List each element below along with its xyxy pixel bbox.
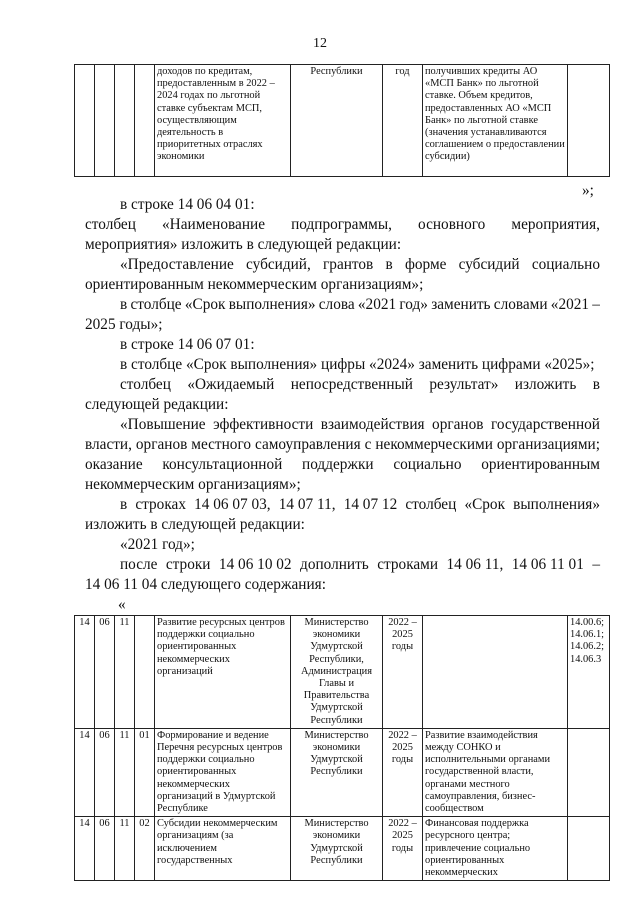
table-row	[75, 65, 610, 177]
paragraph-line: мероприятия» изложить в следующей редакции:	[85, 236, 402, 253]
measure-name-cell: Развитие ресурсных центров поддержки социально ориентированных некоммерческих организаций	[155, 616, 291, 729]
paragraph-line: «2021 год»;	[120, 536, 195, 553]
code-cell: 14	[75, 616, 95, 729]
code-cell: 06	[95, 817, 115, 881]
table-row	[75, 616, 610, 729]
paragraph-line: изложить в следующей редакции:	[85, 516, 305, 533]
paragraph-line-justified: оказание консультационной поддержки социально ориентированным	[85, 456, 600, 473]
executor-cell: Министерство экономики Удмуртской Республики	[291, 728, 383, 816]
code-cell: 11	[115, 817, 135, 881]
paragraph-line-justified: столбец «Наименование подпрограммы, основного мероприятия,	[85, 216, 600, 233]
paragraph-line-justified: «Предоставление субсидий, грантов в форме субсидий социально	[120, 256, 600, 273]
code-cell	[95, 65, 115, 177]
opening-quote: «	[118, 596, 126, 613]
page-number: 12	[313, 36, 327, 51]
code-cell: 11	[115, 728, 135, 816]
term-cell: 2022 – 2025 годы	[383, 728, 423, 816]
indicator-cell	[568, 728, 610, 816]
code-cell: 11	[115, 616, 135, 729]
paragraph-line: в столбце «Срок выполнения» цифры «2024» заменить цифрами «2025»;	[120, 356, 595, 373]
result-cell: Финансовая поддержка ресурсного центра; привлечение социально ориентированных некоммерческих	[423, 817, 568, 881]
paragraph-line: следующей редакции:	[85, 396, 229, 413]
paragraph-line-justified: «Повышение эффективности взаимодействия органов государственной	[120, 416, 600, 433]
code-cell: 06	[95, 728, 115, 816]
result-cell	[423, 616, 568, 729]
table-row	[75, 728, 610, 816]
term-cell: 2022 – 2025 годы	[383, 817, 423, 881]
paragraph-line: 2025 годы»;	[85, 316, 163, 333]
code-cell	[135, 616, 155, 729]
term-cell: год	[383, 65, 423, 177]
executor-cell: Министерство экономики Удмуртской Республики, Администрация Главы и Правительства Удмуртской Республики	[291, 616, 383, 729]
measure-name-cell: доходов по кредитам, предоставленным в 2022 – 2024 годах по льготной ставке субъектам МСП, осуществляющим деятельность в приоритетных отраслях экономики	[155, 65, 291, 177]
paragraph-line: некоммерческим организациям»;	[85, 476, 301, 493]
paragraph-line-justified: после строки 14 06 10 02 дополнить строками 14 06 11, 14 06 11 01 –	[120, 556, 600, 573]
term-cell: 2022 – 2025 годы	[383, 616, 423, 729]
code-cell: 02	[135, 817, 155, 881]
measure-name-cell: Субсидии некоммерческим организациям (за исключением государственных	[155, 817, 291, 881]
paragraph-line-justified: столбец «Ожидаемый непосредственный результат» изложить в	[120, 376, 600, 393]
paragraph-line: 14 06 11 04 следующего содержания:	[85, 576, 326, 593]
code-cell: 01	[135, 728, 155, 816]
code-cell	[115, 65, 135, 177]
indicator-cell: 14.00.6; 14.06.1; 14.06.2; 14.06.3	[568, 616, 610, 729]
program-table-continuation	[74, 64, 610, 177]
closing-quote: »;	[582, 182, 594, 199]
paragraph-line: в строке 14 06 04 01:	[120, 196, 255, 213]
measure-name-cell: Формирование и ведение Перечня ресурсных центров поддержки социально ориентированных некоммерческих организаций в Удмуртской Республике	[155, 728, 291, 816]
code-cell: 06	[95, 616, 115, 729]
program-table-new-rows	[74, 615, 610, 881]
paragraph-line-justified: в столбце «Срок выполнения» слова «2021 год» заменить словами «2021 –	[120, 296, 600, 313]
code-cell: 14	[75, 817, 95, 881]
indicator-cell	[568, 817, 610, 881]
paragraph-line: ориентированным некоммерческим организациям»;	[85, 276, 424, 293]
code-cell	[75, 65, 95, 177]
result-cell: получивших кредиты АО «МСП Банк» по льготной ставке. Объем кредитов, предоставленных АО «МСП Банк» по льготной ставке (значения устанавливаются соглашением о предоставлении субсидии)	[423, 65, 568, 177]
paragraph-line: в строке 14 06 07 01:	[120, 336, 255, 353]
table-row	[75, 817, 610, 881]
paragraph-line-justified: власти, органов местного самоуправления с некоммерческими организациями;	[85, 436, 600, 453]
code-cell	[135, 65, 155, 177]
indicator-cell	[568, 65, 610, 177]
result-cell: Развитие взаимодействия между СОНКО и исполнительными органами государственной власти, органами местного самоуправления, бизнес-сообществом	[423, 728, 568, 816]
code-cell: 14	[75, 728, 95, 816]
executor-cell: Министерство экономики Удмуртской Республики	[291, 817, 383, 881]
executor-cell: Республики	[291, 65, 383, 177]
paragraph-line-justified: в строках 14 06 07 03, 14 07 11, 14 07 12 столбец «Срок выполнения»	[120, 496, 600, 513]
